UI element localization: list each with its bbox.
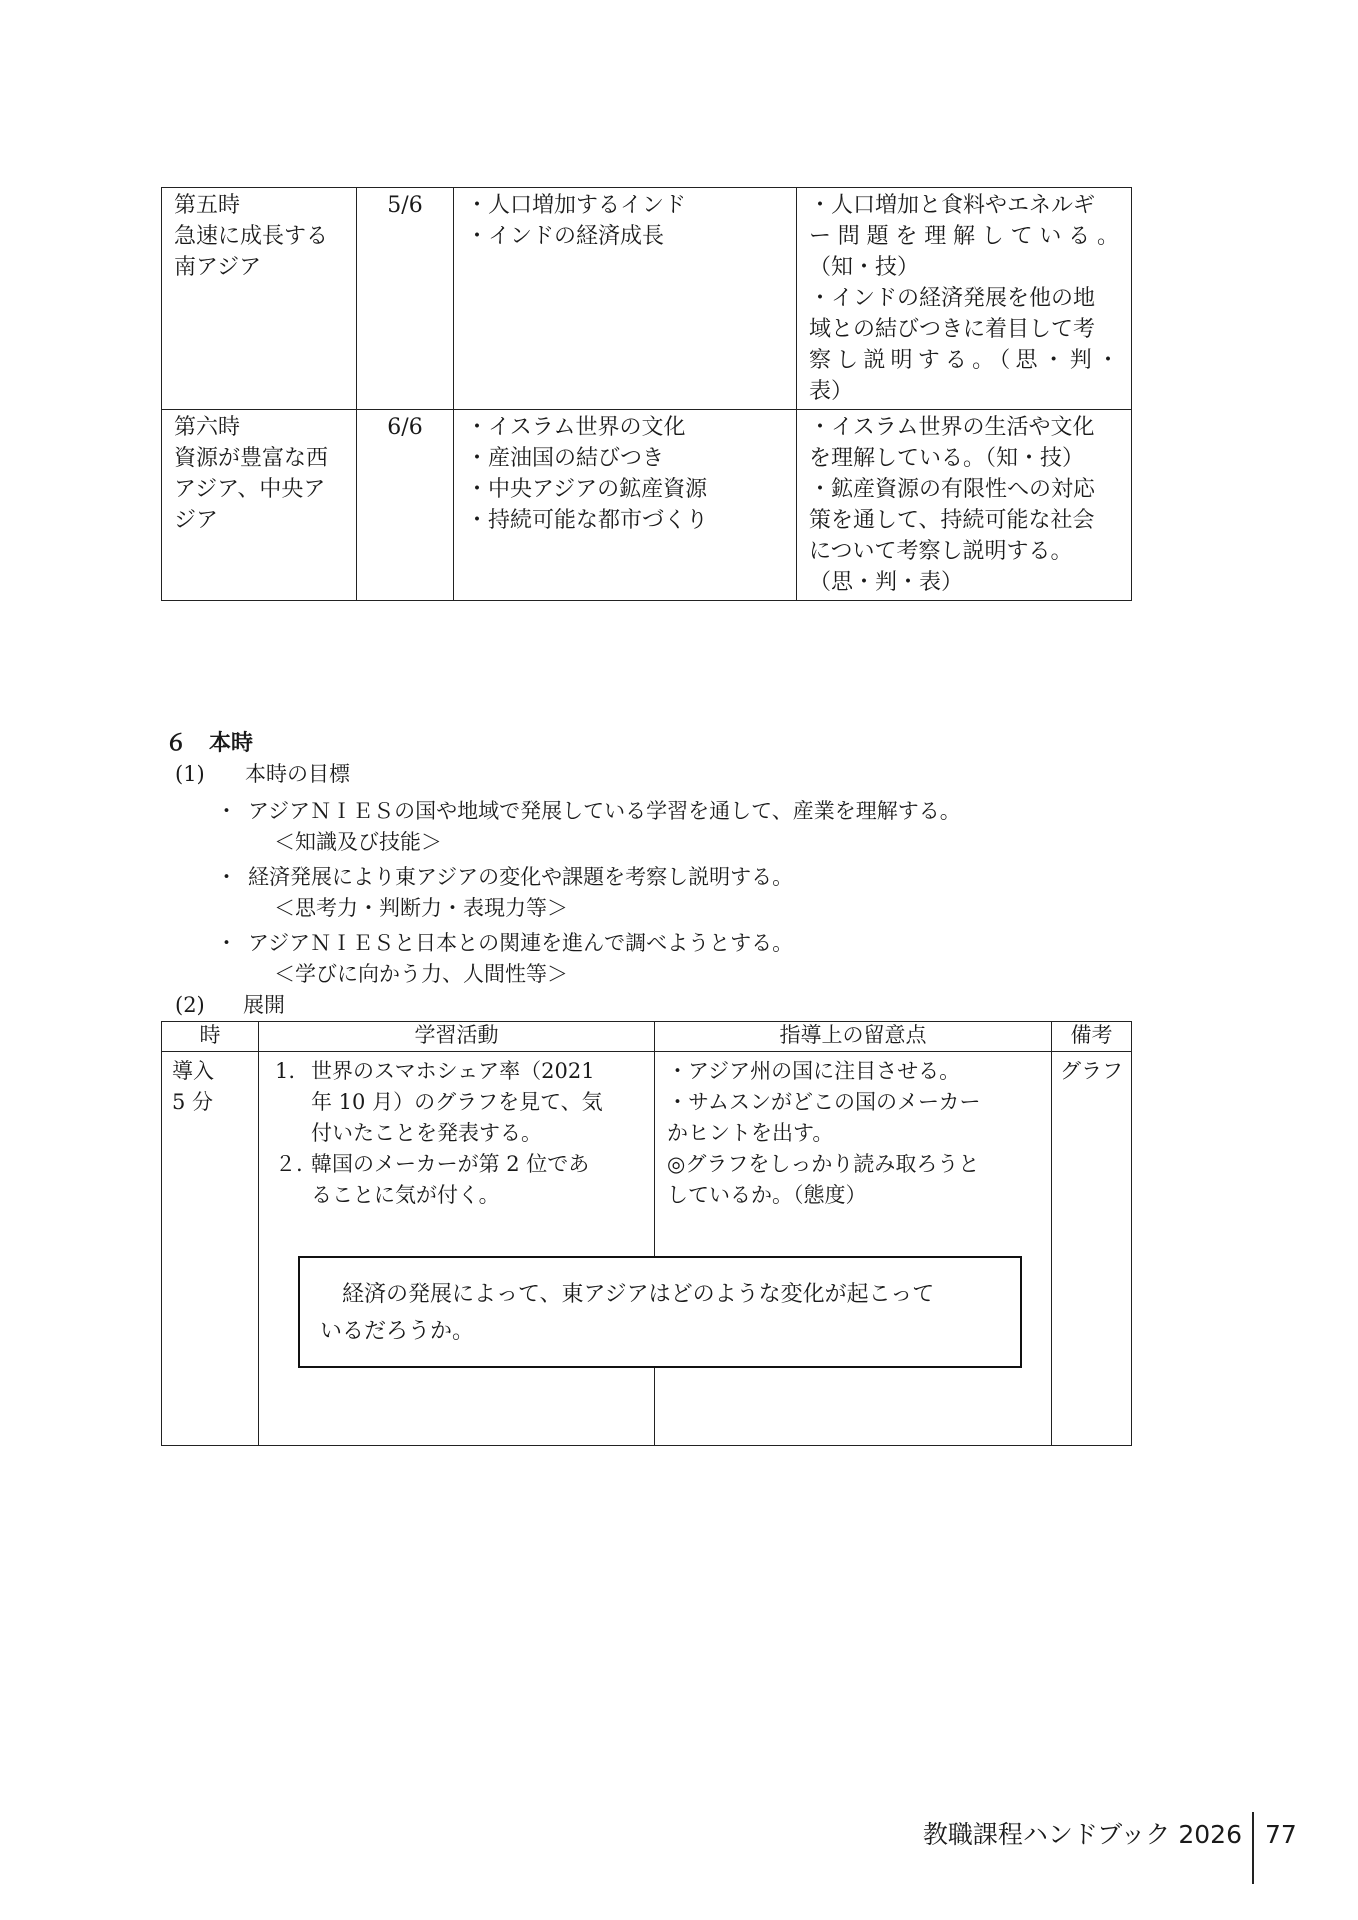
evaluation-cell: ・人口増加と食料やエネルギ ー問題を理解している。 （知・技） ・インドの経済発展を他の地 域との結びつきに着目して考 察し説明する。（思・判・ 表） bbox=[797, 188, 1132, 410]
evaluation-cell: ・イスラム世界の生活や文化 を理解している。（知・技） ・鉱産資源の有限性への対応 策を通して、持続可能な社会 について考察し説明する。 （思・判・表） bbox=[797, 410, 1132, 601]
table-row bbox=[162, 1052, 1132, 1446]
goal-item: ・ 経済発展により東アジアの変化や課題を考察し説明する。 bbox=[216, 865, 794, 889]
footer-divider bbox=[1252, 1812, 1254, 1884]
notes-cell: ・アジア州の国に注目させる。 ・サムスンがどこの国のメーカー かヒントを出す。 ◎グラフをしっかり読み取ろうと しているか。（態度） bbox=[655, 1052, 1052, 1446]
header-time: 時 bbox=[162, 1022, 259, 1052]
unit-plan-table bbox=[161, 187, 1132, 601]
header-activity: 学習活動 bbox=[259, 1022, 655, 1052]
subsection-development: (2) 展開 bbox=[175, 993, 285, 1017]
page-number: 77 bbox=[1265, 1820, 1297, 1849]
content-cell: ・人口増加するインド ・インドの経済成長 bbox=[454, 188, 797, 410]
goal-item: ・ アジアＮＩＥＳと日本との関連を進んで調べようとする。 bbox=[216, 931, 794, 955]
remarks-cell: グラフ bbox=[1052, 1052, 1132, 1446]
table-row bbox=[162, 188, 1132, 410]
lesson-cell: 第六時 資源が豊富な西 アジア、中央ア ジア bbox=[162, 410, 357, 601]
activity-item: 1. 世界のスマホシェア率（2021 年 10 月）のグラフを見て、気 付いたことを発表する。 bbox=[275, 1059, 603, 1145]
header-remarks: 備考 bbox=[1052, 1022, 1132, 1052]
content-cell: ・イスラム世界の文化 ・産油国の結びつき ・中央アジアの鉱産資源 ・持続可能な都市づくり bbox=[454, 410, 797, 601]
activity-cell bbox=[259, 1052, 655, 1446]
header-notes: 指導上の留意点 bbox=[655, 1022, 1052, 1052]
subsection-goals: (1) 本時の目標 bbox=[175, 762, 350, 786]
goal-item: ・ アジアＮＩＥＳの国や地域で発展している学習を通して、産業を理解する。 bbox=[216, 799, 961, 823]
lesson-number-cell: 6/6 bbox=[357, 410, 454, 601]
table-row bbox=[162, 410, 1132, 601]
goal-category: ＜思考力・判断力・表現力等＞ bbox=[274, 896, 568, 920]
section-title: ６ 本時 bbox=[165, 731, 254, 756]
footer-title: 教職課程ハンドブック 2026 bbox=[922, 1820, 1242, 1849]
lesson-number-cell: 5/6 bbox=[357, 188, 454, 410]
goal-category: ＜知識及び技能＞ bbox=[274, 830, 442, 854]
key-question-box: 経済の発展によって、東アジアはどのような変化が起こって いるだろうか。 bbox=[298, 1256, 1022, 1368]
lesson-development-table bbox=[161, 1021, 1132, 1446]
time-cell: 導入 5 分 bbox=[162, 1052, 259, 1446]
activity-item: ２. 韓国のメーカーが第 2 位であ ることに気が付く。 bbox=[275, 1152, 590, 1207]
goal-category: ＜学びに向かう力、人間性等＞ bbox=[274, 962, 568, 986]
table-header-row bbox=[162, 1022, 1132, 1052]
lesson-cell: 第五時 急速に成長する 南アジア bbox=[162, 188, 357, 410]
